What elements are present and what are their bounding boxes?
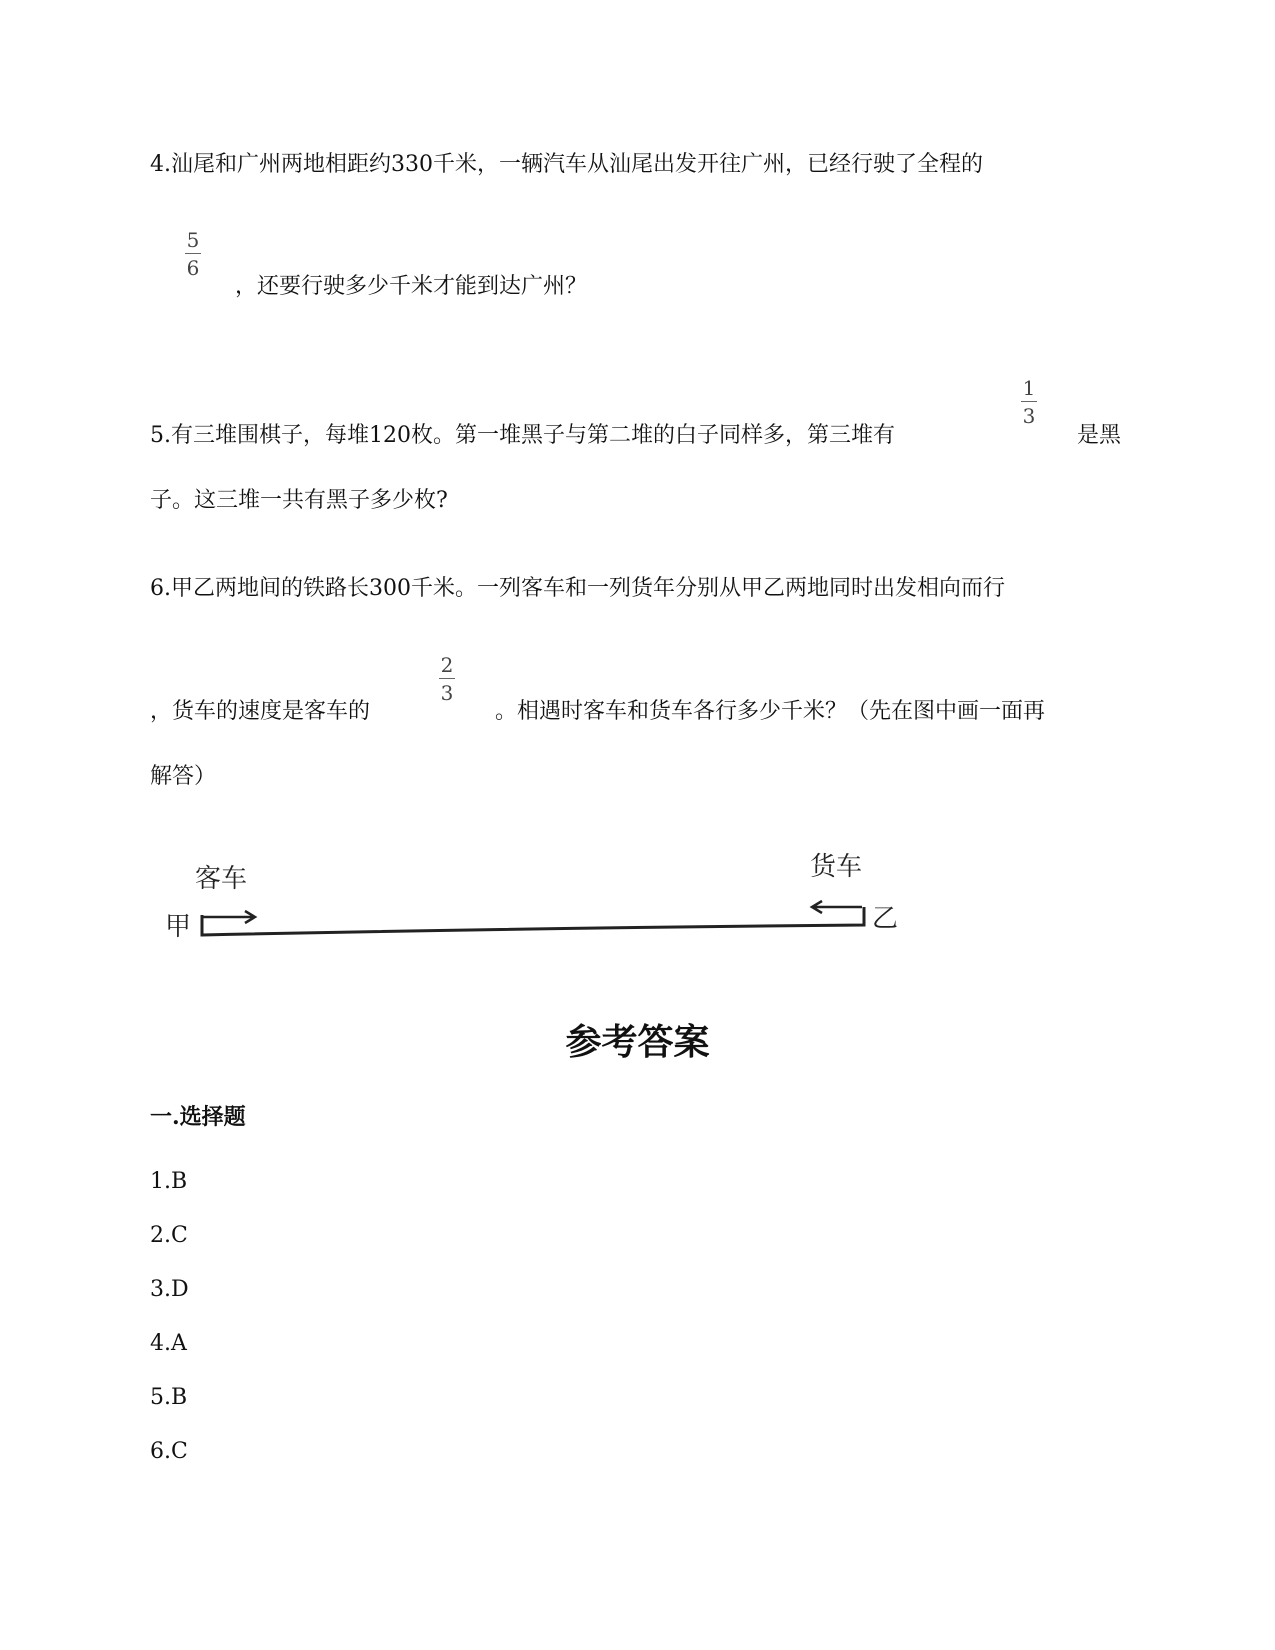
q4-fraction bbox=[185, 230, 201, 278]
left-arrow-icon bbox=[202, 911, 255, 923]
q4-fraction-denominator: 6 bbox=[186, 256, 200, 280]
q5-line2: 子。这三堆一共有黑子多少枚? bbox=[150, 488, 448, 513]
train-meeting-diagram bbox=[150, 845, 910, 945]
answer-item: 4.A bbox=[150, 1331, 187, 1356]
figure-right-label: 乙 bbox=[872, 904, 899, 934]
q5-fraction-denominator: 3 bbox=[1022, 404, 1036, 428]
q4-fraction-numerator: 5 bbox=[186, 228, 200, 252]
answer-item: 1.B bbox=[150, 1169, 188, 1194]
answer-list bbox=[150, 1171, 189, 1495]
q4-line2: ，还要行驶多少千米才能到达广州？ bbox=[235, 274, 588, 299]
right-arrow-icon bbox=[812, 901, 862, 913]
q6-fraction bbox=[439, 655, 455, 703]
q6-line2a: ，货车的速度是客车的 bbox=[150, 699, 371, 724]
q5-fraction bbox=[1021, 378, 1037, 426]
answer-item: 6.C bbox=[150, 1439, 188, 1464]
q6-fraction-numerator: 2 bbox=[440, 653, 454, 677]
figure-right-vehicle: 货车 bbox=[810, 852, 863, 882]
q6-line1: 6.甲乙两地间的铁路长300千米。一列客车和一列货年分别从甲乙两地同时出发相向而行 bbox=[150, 576, 1005, 601]
answer-item: 3.D bbox=[150, 1277, 189, 1302]
q5-line1a: 5.有三堆围棋子，每堆120枚。第一堆黑子与第二堆的白子同样多，第三堆有 bbox=[150, 423, 895, 448]
figure-left-vehicle: 客车 bbox=[195, 864, 248, 894]
q6-line2b: 。相遇时客车和货车各行多少千米？（先在图中画一面再 bbox=[495, 699, 1046, 724]
q6-fraction-denominator: 3 bbox=[440, 681, 454, 705]
q4-line1: 4.汕尾和广州两地相距约330千米，一辆汽车从汕尾出发开往广州，已经行驶了全程的 bbox=[150, 152, 983, 177]
answer-item: 5.B bbox=[150, 1385, 188, 1410]
route-line bbox=[202, 907, 864, 935]
q5-fraction-numerator: 1 bbox=[1022, 376, 1036, 400]
q5-fraction-bar bbox=[1021, 401, 1037, 402]
figure-left-label: 甲 bbox=[165, 912, 192, 942]
answer-title: 参考答案 bbox=[565, 1021, 710, 1063]
q6-line3: 解答） bbox=[150, 764, 217, 789]
section-title: 一.选择题 bbox=[150, 1104, 246, 1130]
q6-fraction-bar bbox=[439, 678, 455, 679]
q5-line1b: 是黑 bbox=[1077, 423, 1122, 448]
answer-item: 2.C bbox=[150, 1223, 188, 1248]
q4-fraction-bar bbox=[185, 253, 201, 254]
